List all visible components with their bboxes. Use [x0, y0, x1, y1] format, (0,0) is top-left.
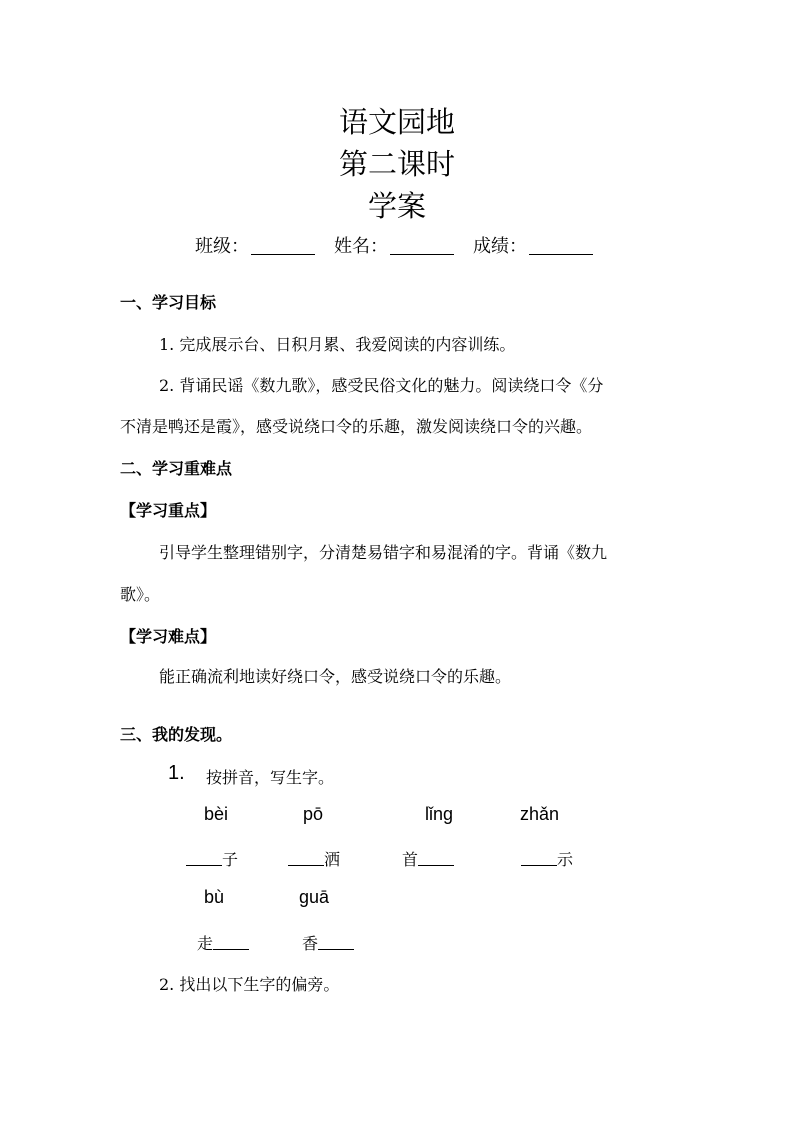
- objective-2-line1: 2. 背诵民谣《数九歌》，感受民俗文化的魅力。阅读绕口令《分: [159, 376, 604, 395]
- name-label: 姓名：: [334, 236, 388, 257]
- write-item-xiang: [302, 931, 354, 954]
- write-item-shi: [521, 847, 573, 870]
- known-char: 香: [302, 934, 319, 953]
- page-doc-type: 学案: [367, 189, 426, 223]
- write-item-zi: [186, 847, 238, 870]
- score-label: 成绩：: [473, 236, 527, 257]
- page-title: 语文园地: [338, 105, 455, 139]
- answer-blank[interactable]: [186, 851, 222, 866]
- score-field: [473, 232, 593, 258]
- class-label: 班级：: [195, 236, 249, 257]
- pinyin-gua: guā: [299, 887, 330, 907]
- question1-number: 1.: [168, 762, 185, 784]
- write-item-sa: [288, 847, 340, 870]
- key-points-line1: 引导学生整理错别字，分清楚易错字和易混淆的字。背诵《数九: [159, 543, 608, 562]
- known-char: 子: [222, 850, 239, 869]
- class-field: [195, 232, 315, 258]
- answer-blank[interactable]: [318, 935, 354, 950]
- section2-heading: 二、学习重难点: [120, 459, 233, 478]
- section3-heading: 三、我的发现。: [120, 725, 233, 744]
- pinyin-bei: bèi: [204, 804, 229, 824]
- known-char: 首: [402, 850, 419, 869]
- objective-1: 1. 完成展示台、日积月累、我爱阅读的内容训练。: [159, 335, 516, 354]
- known-char: 洒: [324, 850, 341, 869]
- pinyin-po: pō: [303, 804, 324, 824]
- key-points-line2: 歌》。: [120, 585, 161, 604]
- known-char: 示: [557, 850, 574, 869]
- pinyin-zhan: zhǎn: [520, 804, 560, 824]
- question2-text: 2. 找出以下生字的偏旁。: [159, 975, 340, 994]
- difficult-points-heading: 【学习难点】: [120, 627, 217, 646]
- name-field: [334, 232, 454, 258]
- section1-heading: 一、学习目标: [120, 293, 217, 312]
- write-item-zou: [197, 931, 249, 954]
- answer-blank[interactable]: [213, 935, 249, 950]
- class-blank[interactable]: [251, 236, 315, 255]
- write-item-shou: [402, 847, 454, 870]
- pinyin-bu: bù: [204, 887, 225, 907]
- known-char: 走: [197, 934, 214, 953]
- difficult-points-text: 能正确流利地读好绕口令，感受说绕口令的乐趣。: [159, 667, 512, 686]
- objective-2-line2: 不清是鸭还是霞》，感受说绕口令的乐趣，激发阅读绕口令的兴趣。: [120, 417, 593, 436]
- score-blank[interactable]: [529, 236, 593, 255]
- pinyin-ling: lǐng: [425, 804, 454, 824]
- name-blank[interactable]: [390, 236, 454, 255]
- key-points-heading: 【学习重点】: [120, 501, 217, 520]
- page-subtitle: 第二课时: [338, 147, 455, 181]
- answer-blank[interactable]: [288, 851, 324, 866]
- answer-blank[interactable]: [418, 851, 454, 866]
- answer-blank[interactable]: [521, 851, 557, 866]
- question1-text: 按拼音，写生字。: [206, 768, 335, 787]
